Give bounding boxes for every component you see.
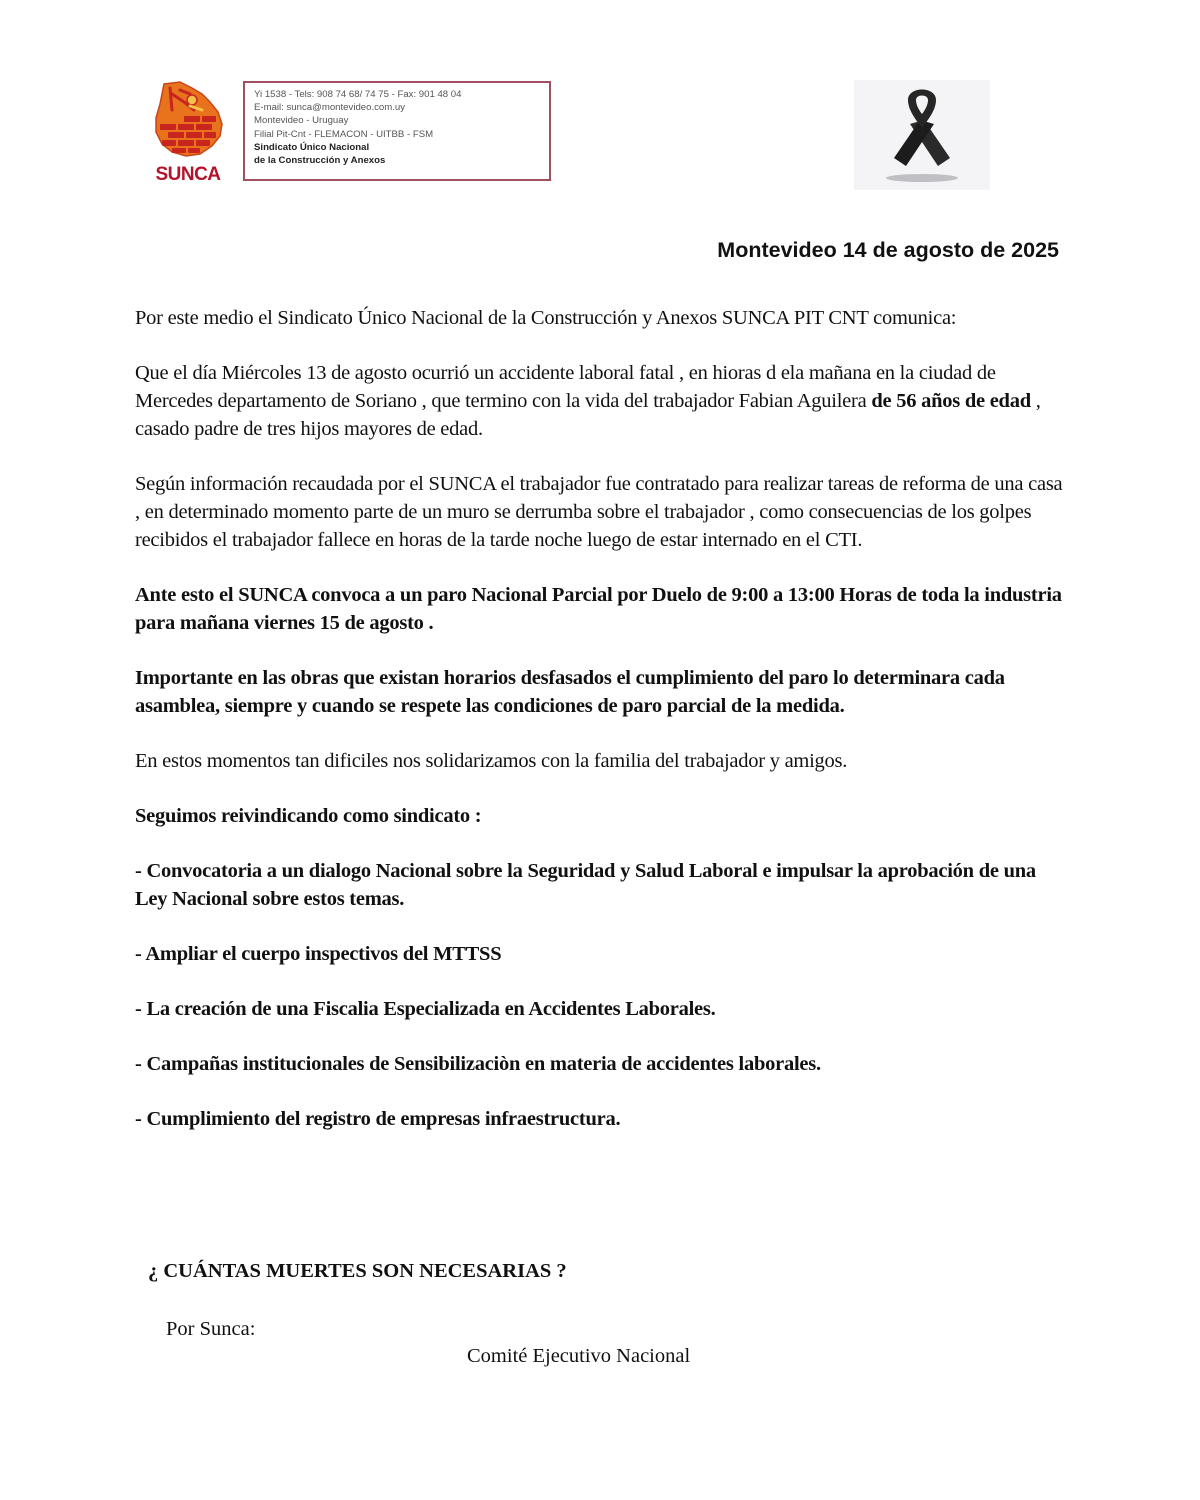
demand-item: - Campañas institucionales de Sensibilizaciòn en materia de accidentes laborales. [135, 1053, 821, 1075]
org-name-line-1: Sindicato Único Nacional [254, 141, 370, 153]
mourning-ribbon [854, 80, 990, 190]
accident-text: Que el día Miércoles 13 de agosto ocurrió un accidente laboral fatal , en hioras d ela mañana en la ciudad de Mercedes departamento de Soriano , que termino con la vida del trabajador Fabian Aguilera [135, 362, 996, 412]
demand-item: - Convocatoria a un dialogo Nacional sobre la Seguridad y Salud Laboral e impulsar la aprobación de una Ley Nacional sobre estos temas. [135, 860, 1036, 910]
info-paragraph: Según información recaudada por el SUNCA el trabajador fue contratado para realizar tareas de reforma de una casa , en determinado momento parte de un muro se derrumba sobre el trabajador , como consecuencias de los golpes recibidos el trabajador fallece en horas de la tarde noche luego de estar internado en el CTI. [135, 473, 1063, 551]
contact-email-line: E-mail: sunca@montevideo.com.uy [254, 102, 406, 114]
solidarity-paragraph: En estos momentos tan dificiles nos solidarizamos con la familia del trabajador y amigos. [135, 750, 848, 772]
contact-info-box [243, 81, 551, 181]
org-name-line-2: de la Construcción y Anexos [254, 155, 386, 167]
accident-text-end: , casado padre de tres hijos mayores de edad. [135, 390, 1041, 440]
accident-paragraph [135, 359, 1065, 443]
sunca-logo-icon [150, 80, 226, 160]
signature: Comité Ejecutivo Nacional [467, 1345, 691, 1367]
document-body [135, 304, 1065, 1160]
closing-question: ¿ CUÁNTAS MUERTES SON NECESARIAS ? [148, 1260, 567, 1282]
contact-city-line: Montevideo - Uruguay [254, 115, 349, 127]
worker-age: de 56 años de edad [871, 390, 1031, 412]
demands-title: Seguimos reivindicando como sindicato : [135, 805, 482, 827]
demand-item: - La creación de una Fiscalia Especializada en Accidentes Laborales. [135, 998, 716, 1020]
signoff-by: Por Sunca: [166, 1318, 256, 1340]
important-note: Importante en las obras que existan horarios desfasados el cumplimiento del paro lo determinara cada asamblea, siempre y cuando se respete las condiciones de paro parcial de la medida. [135, 667, 1005, 717]
sunca-logo [150, 80, 226, 186]
strike-announcement: Ante esto el SUNCA convoca a un paro Nacional Parcial por Duelo de 9:00 a 13:00 Horas de toda la industria para mañana viernes 15 de agosto . [135, 584, 1062, 634]
demand-item: - Ampliar el cuerpo inspectivos del MTTSS [135, 943, 502, 965]
logo-text: SUNCA [155, 164, 221, 185]
contact-affiliation-line: Filial Pit-Cnt - FLEMACON - UITBB - FSM [254, 128, 434, 140]
contact-address-line: Yi 1538 - Tels: 908 74 68/ 74 75 - Fax: 901 48 04 [254, 89, 462, 100]
intro-paragraph: Por este medio el Sindicato Único Nacional de la Construcción y Anexos SUNCA PIT CNT comunica: [135, 307, 957, 329]
demand-item: - Cumplimiento del registro de empresas infraestructura. [135, 1108, 621, 1130]
black-ribbon-icon [854, 80, 990, 190]
document-date: Montevideo 14 de agosto de 2025 [717, 238, 1059, 262]
